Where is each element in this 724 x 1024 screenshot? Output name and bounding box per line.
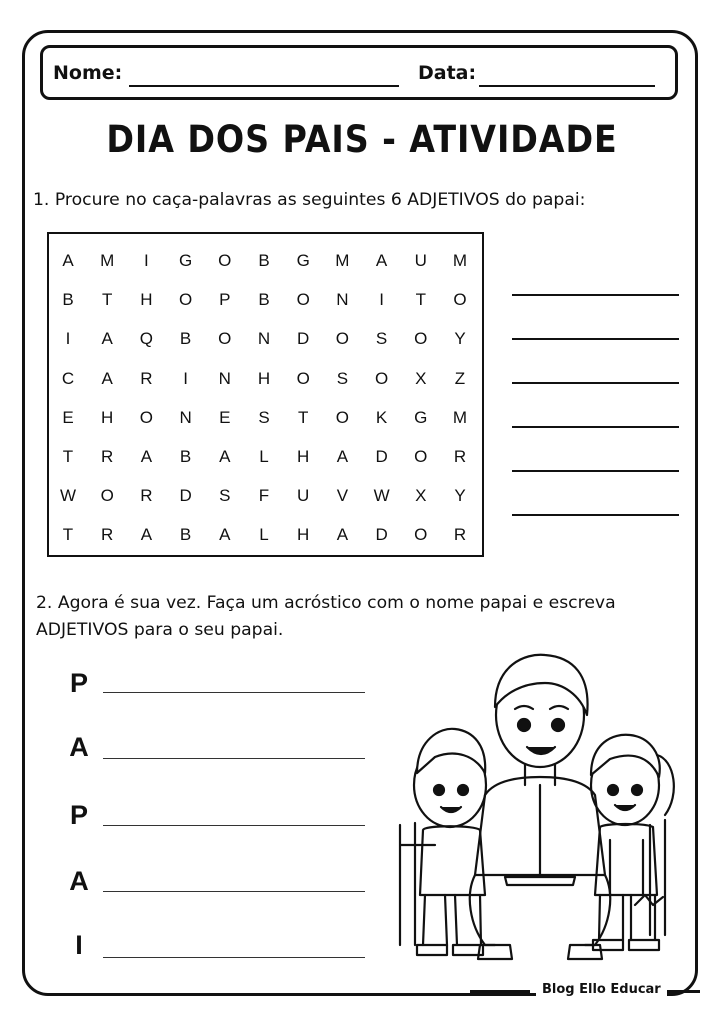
word-search-letter[interactable]: O xyxy=(374,368,389,388)
word-search-letter[interactable]: D xyxy=(297,329,310,349)
name-field[interactable] xyxy=(129,85,399,87)
word-search-letter[interactable]: O xyxy=(100,486,114,506)
acrostic-letter: A xyxy=(69,732,89,762)
word-search-letter[interactable]: C xyxy=(61,368,75,388)
word-search-letter[interactable]: W xyxy=(373,486,390,506)
word-search-letter[interactable]: B xyxy=(179,525,192,545)
word-search-letter[interactable]: O xyxy=(218,329,232,349)
word-search-letter[interactable]: O xyxy=(453,290,467,310)
word-search-letter[interactable]: X xyxy=(415,486,427,506)
word-search-letter[interactable]: H xyxy=(297,447,310,466)
word-search-letter[interactable]: U xyxy=(414,251,427,270)
word-search-letter[interactable]: A xyxy=(219,525,231,545)
word-search-letter[interactable]: H xyxy=(257,368,271,388)
word-search-letter[interactable]: G xyxy=(178,251,193,270)
word-search-letter[interactable]: T xyxy=(297,407,309,427)
word-search-grid xyxy=(49,234,482,555)
word-search-letter[interactable]: B xyxy=(258,290,270,310)
word-search-letter[interactable]: O xyxy=(178,290,193,310)
answer-line[interactable] xyxy=(512,382,679,384)
word-search-letter[interactable]: Z xyxy=(454,368,466,388)
word-search-letter[interactable]: A xyxy=(336,525,349,545)
word-search-letter[interactable]: T xyxy=(101,290,113,310)
word-search-letter[interactable]: H xyxy=(140,290,153,310)
answer-line[interactable] xyxy=(512,338,679,340)
page-title: DIA DOS PAIS - ATIVIDADE xyxy=(106,118,618,161)
word-search-letter[interactable]: O xyxy=(414,329,428,349)
question-1: 1. Procure no caça-palavras as seguintes 6 ADJETIVOS do papai: xyxy=(33,190,586,210)
word-search-letter[interactable]: R xyxy=(101,447,114,466)
word-search-letter[interactable]: R xyxy=(453,447,467,466)
word-search-letter[interactable]: R xyxy=(453,525,467,545)
word-search-letter[interactable]: D xyxy=(375,525,388,545)
word-search-letter[interactable]: A xyxy=(101,368,113,388)
word-search-letter[interactable]: S xyxy=(219,486,231,506)
footer-credit: Blog Ello Educar xyxy=(536,982,667,997)
student-info-box xyxy=(40,45,678,100)
word-search-letter[interactable]: I xyxy=(65,329,71,349)
word-search-letter[interactable]: L xyxy=(259,447,269,466)
word-search-letter[interactable]: N xyxy=(336,290,349,310)
word-search-letter[interactable]: A xyxy=(219,447,231,466)
acrostic-letter: A xyxy=(69,866,89,896)
word-search-letter[interactable]: S xyxy=(336,368,349,388)
word-search-letter[interactable]: K xyxy=(375,407,388,427)
word-search-letter[interactable]: B xyxy=(179,447,192,466)
word-search-letter[interactable]: H xyxy=(297,525,310,545)
word-search-letter[interactable]: G xyxy=(414,407,428,427)
word-search-letter[interactable]: A xyxy=(140,447,153,466)
acrostic-letter: P xyxy=(69,800,88,830)
word-search-letter[interactable]: M xyxy=(452,407,468,427)
word-search-letter[interactable]: D xyxy=(179,486,192,506)
father-and-children-illustration xyxy=(395,645,685,975)
word-search-letter[interactable]: B xyxy=(258,251,270,270)
word-search-letter[interactable]: L xyxy=(259,525,269,545)
answer-line[interactable] xyxy=(512,294,679,296)
word-search-letter[interactable]: M xyxy=(100,251,115,270)
word-search-letter[interactable]: O xyxy=(296,368,310,388)
word-search-letter[interactable]: U xyxy=(297,486,310,506)
word-search-letter[interactable]: P xyxy=(219,290,231,310)
word-search-letter[interactable]: M xyxy=(335,251,350,270)
word-search-letter[interactable]: V xyxy=(336,486,349,506)
word-search-letter[interactable]: Y xyxy=(454,329,466,349)
word-search-letter[interactable]: S xyxy=(375,329,388,349)
word-search-letter[interactable]: Q xyxy=(139,329,153,349)
word-search-letter[interactable]: B xyxy=(179,329,192,349)
acrostic-letter: P xyxy=(69,668,88,698)
word-search-letter[interactable]: F xyxy=(258,486,270,506)
word-search-letter[interactable]: W xyxy=(59,486,77,506)
word-search-letter[interactable]: B xyxy=(62,290,74,310)
word-search-letter[interactable]: O xyxy=(335,407,349,427)
word-search-letter[interactable]: O xyxy=(218,251,232,270)
name-label: Nome: xyxy=(53,62,123,84)
acrostic-line[interactable] xyxy=(103,891,365,892)
word-search-letter[interactable]: H xyxy=(101,407,114,427)
answer-line[interactable] xyxy=(512,514,679,516)
word-search-letter[interactable]: A xyxy=(375,251,388,270)
word-search-letter[interactable]: E xyxy=(219,407,231,427)
acrostic-line[interactable] xyxy=(103,692,365,693)
word-search-letter[interactable]: A xyxy=(140,525,153,545)
word-search-box xyxy=(47,232,484,557)
word-search-letter[interactable]: N xyxy=(218,368,231,388)
answer-line[interactable] xyxy=(512,470,679,472)
word-search-letter[interactable]: A xyxy=(336,447,349,466)
word-search-letter[interactable]: A xyxy=(101,329,113,349)
word-search-letter[interactable]: O xyxy=(414,525,428,545)
word-search-letter[interactable]: I xyxy=(379,290,384,310)
acrostic-line[interactable] xyxy=(103,957,365,958)
word-search-letter[interactable]: O xyxy=(296,290,310,310)
word-search-letter[interactable]: I xyxy=(183,368,188,388)
word-search-letter[interactable]: O xyxy=(414,447,428,466)
word-search-letter[interactable]: R xyxy=(101,525,114,545)
word-search-letter[interactable]: T xyxy=(415,290,426,310)
word-search-letter[interactable]: S xyxy=(258,407,270,427)
word-search-letter[interactable]: R xyxy=(140,486,153,506)
footer-rule-left xyxy=(470,990,530,993)
word-search-letter[interactable]: T xyxy=(62,447,74,466)
word-search-letter[interactable]: D xyxy=(375,447,388,466)
word-search-letter[interactable]: A xyxy=(62,251,74,270)
word-search-letter[interactable]: O xyxy=(139,407,153,427)
answer-line[interactable] xyxy=(512,426,679,428)
word-search-letter[interactable]: R xyxy=(140,368,153,388)
word-search-letter[interactable]: X xyxy=(415,368,427,388)
word-search-letter[interactable]: T xyxy=(62,525,74,545)
date-field[interactable] xyxy=(479,85,655,87)
word-search-letter[interactable]: E xyxy=(62,407,74,427)
word-search-letter[interactable]: Y xyxy=(454,486,466,506)
acrostic-letter: I xyxy=(75,930,83,960)
acrostic-line[interactable] xyxy=(103,825,365,826)
word-search-letter[interactable]: G xyxy=(296,251,310,270)
word-search-letter[interactable]: I xyxy=(144,251,149,270)
word-search-letter[interactable]: N xyxy=(257,329,271,349)
date-label: Data: xyxy=(418,62,477,84)
word-search-letter[interactable]: O xyxy=(335,329,349,349)
acrostic-line[interactable] xyxy=(103,758,365,759)
question-2: 2. Agora é sua vez. Faça um acróstico com o nome papai e escreva ADJETIVOS para o seu papai. xyxy=(36,593,616,640)
word-search-letter[interactable]: M xyxy=(452,251,468,270)
word-search-letter[interactable]: N xyxy=(179,407,192,427)
